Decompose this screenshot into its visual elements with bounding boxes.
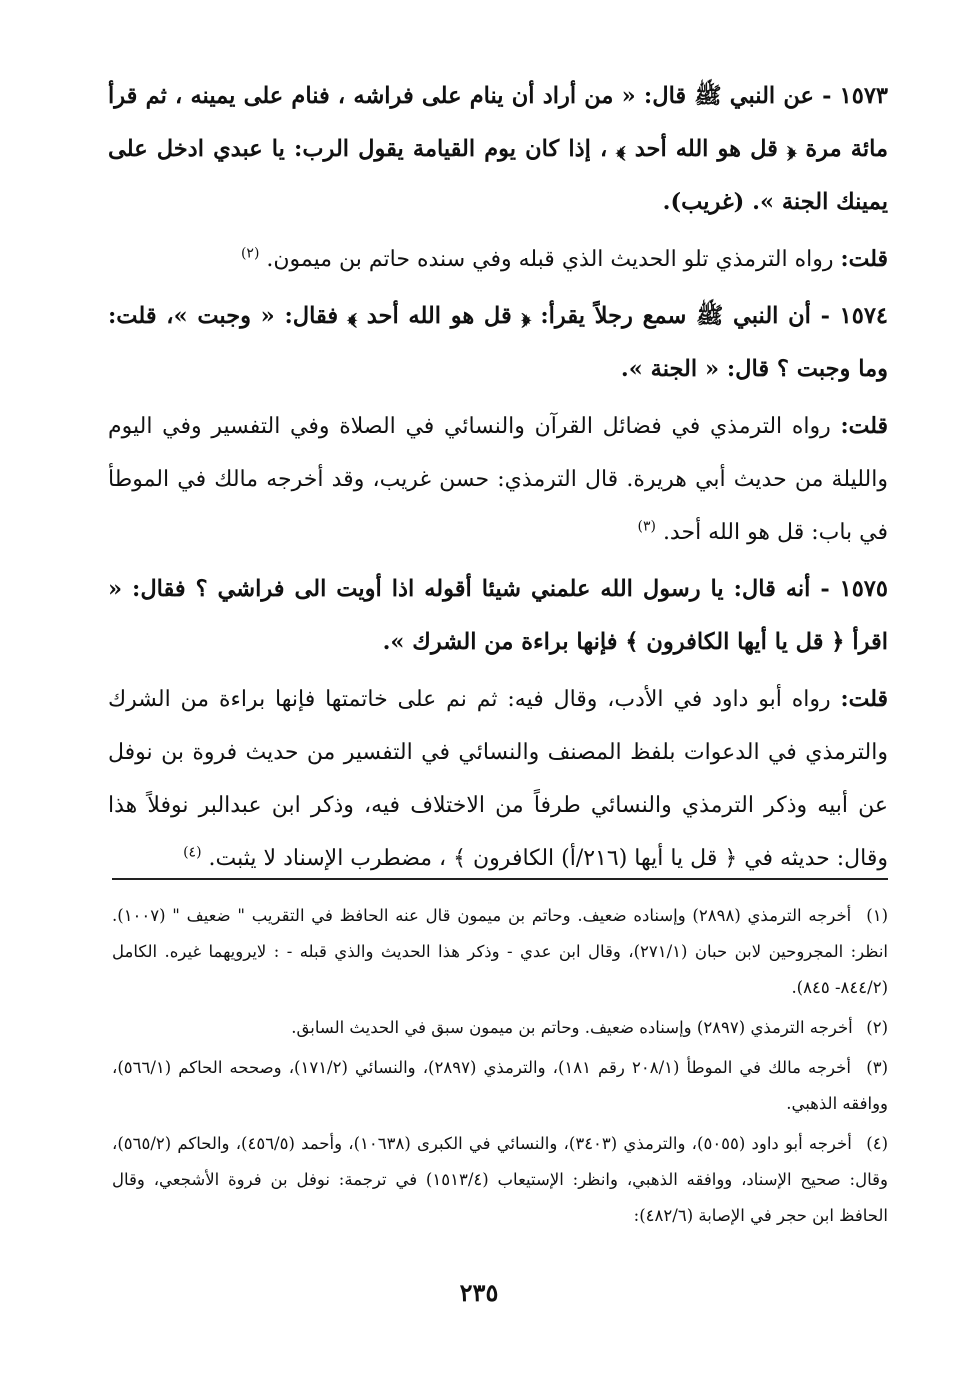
footnote-number: (٣) [866,1058,889,1077]
footnote-number: (٤) [866,1134,888,1153]
main-text [108,70,888,885]
comment-label: قلت: [840,246,888,272]
footnote-divider [112,878,888,880]
comment-1575 [108,673,888,885]
comment-1573 [108,233,888,286]
footnotes [112,898,888,1238]
footnote-text: أخرجه الترمذي (٢٨٩٧) وإسناده ضعيف. وحاتم بن ميمون سبق في الحديث السابق. [291,1018,853,1037]
hadith-number: ١٥٧٥ [839,576,888,602]
footnote-2 [112,1010,888,1046]
footnote-text: أخرجه مالك في الموطأ (٢٠٨/١ رقم ١٨١)، والترمذي (٢٨٩٧)، والنسائي (١٧١/٢)، وصححه الحاكم (٥٦٦/١)، ووافقه الذهبي. [112,1058,888,1113]
hadith-number: ١٥٧٣ [839,83,888,109]
footnote-1 [112,898,888,1006]
footnote-text: أخرجه الترمذي (٢٨٩٨) وإسناده ضعيف. وحاتم بن ميمون قال عنه الحافظ في التقريب " ضعيف " (١٠٠٧). انظر: المجروحين لابن حبان (٢٧١/١)، وقال ابن عدي - وذكر هذا الحديث والذي قبله - : لايرويهما غيره. الكامل (٨٤٤/٢- ٨٤٥). [112,906,888,997]
comment-1574 [108,400,888,559]
page-number: ٢٣٥ [459,1278,499,1307]
footnote-ref: (٤) [183,844,202,861]
comment-text: رواه الترمذي في فضائل القرآن والنسائي في الصلاة وفي التفسير وفي اليوم والليلة من حديث أبي هريرة. قال الترمذي: حسن غريب، وقد أخرجه مالك في الموطأ في باب: قل هو الله أحد. [108,414,888,545]
footnote-ref: (٢) [240,245,260,262]
footnote-number: (٢) [866,1018,888,1037]
footnote-4 [112,1126,888,1234]
hadith-text: - عن النبي ﷺ قال: « من أراد أن ينام على فراشه ، فنام على يمينه ، ثم قرأ مائة مرة ﴿ قل هو الله أحد ﴾ ، إذا كان يوم القيامة يقول الرب: يا عبدي ادخل على يمينك الجنة ». (غريب). [108,83,888,215]
footnote-number: (١) [866,906,888,925]
hadith-1573 [108,70,888,229]
comment-text: رواه أبو داود في الأدب، وقال فيه: ثم نم على خاتمتها فإنها براءة من الشرك والترمذي في الدعوات بلفظ المصنف والنسائي في التفسير من حديث فروة بن نوفل عن أبيه وذكر الترمذي والنسائي طرفاً من الاختلاف فيه، وذكر ابن عبدالبر نوفلاً هذا وقال: حديثه في ﴿ قل يا أيها (٢١٦/أ) الكافرون ﴾ ، مضطرب الإسناد لا يثبت. [108,687,888,871]
footnote-ref: (٣) [637,518,656,535]
comment-label: قلت: [840,686,888,712]
comment-label: قلت: [840,413,888,439]
comment-text: رواه الترمذي تلو الحديث الذي قبله وفي سنده حاتم بن ميمون. [266,247,834,272]
hadith-text: - أن النبي ﷺ سمع رجلاً يقرأ: ﴿ قل هو الله أحد ﴾ فقال: « وجبت »، قلت: وما وجبت ؟ قال: « الجنة ». [108,303,888,382]
footnote-text: أخرجه أبو داود (٥٠٥٥)، والترمذي (٣٤٠٣)، والنسائي في الكبرى (١٠٦٣٨)، وأحمد (٤٥٦/٥)، والحاكم (٥٦٥/٢)، وقال: صحيح الإسناد، ووافقه الذهبي، وانظر: الإستيعاب (١٥١٣/٤) في ترجمة: نوفل بن فروة الأشجعي، وقال الحافظ ابن حجر في الإصابة (٤٨٢/٦): [112,1134,888,1225]
hadith-number: ١٥٧٤ [839,303,888,329]
hadith-1574 [108,290,888,396]
hadith-text: - أنه قال: يا رسول الله علمني شيئا أقوله اذا أويت الى فراشي ؟ فقال: « اقرأ ﴿ قل يا أيها الكافرون ﴾ فإنها براءة من الشرك ». [108,576,888,655]
footnote-3 [112,1050,888,1122]
hadith-1575 [108,563,888,669]
